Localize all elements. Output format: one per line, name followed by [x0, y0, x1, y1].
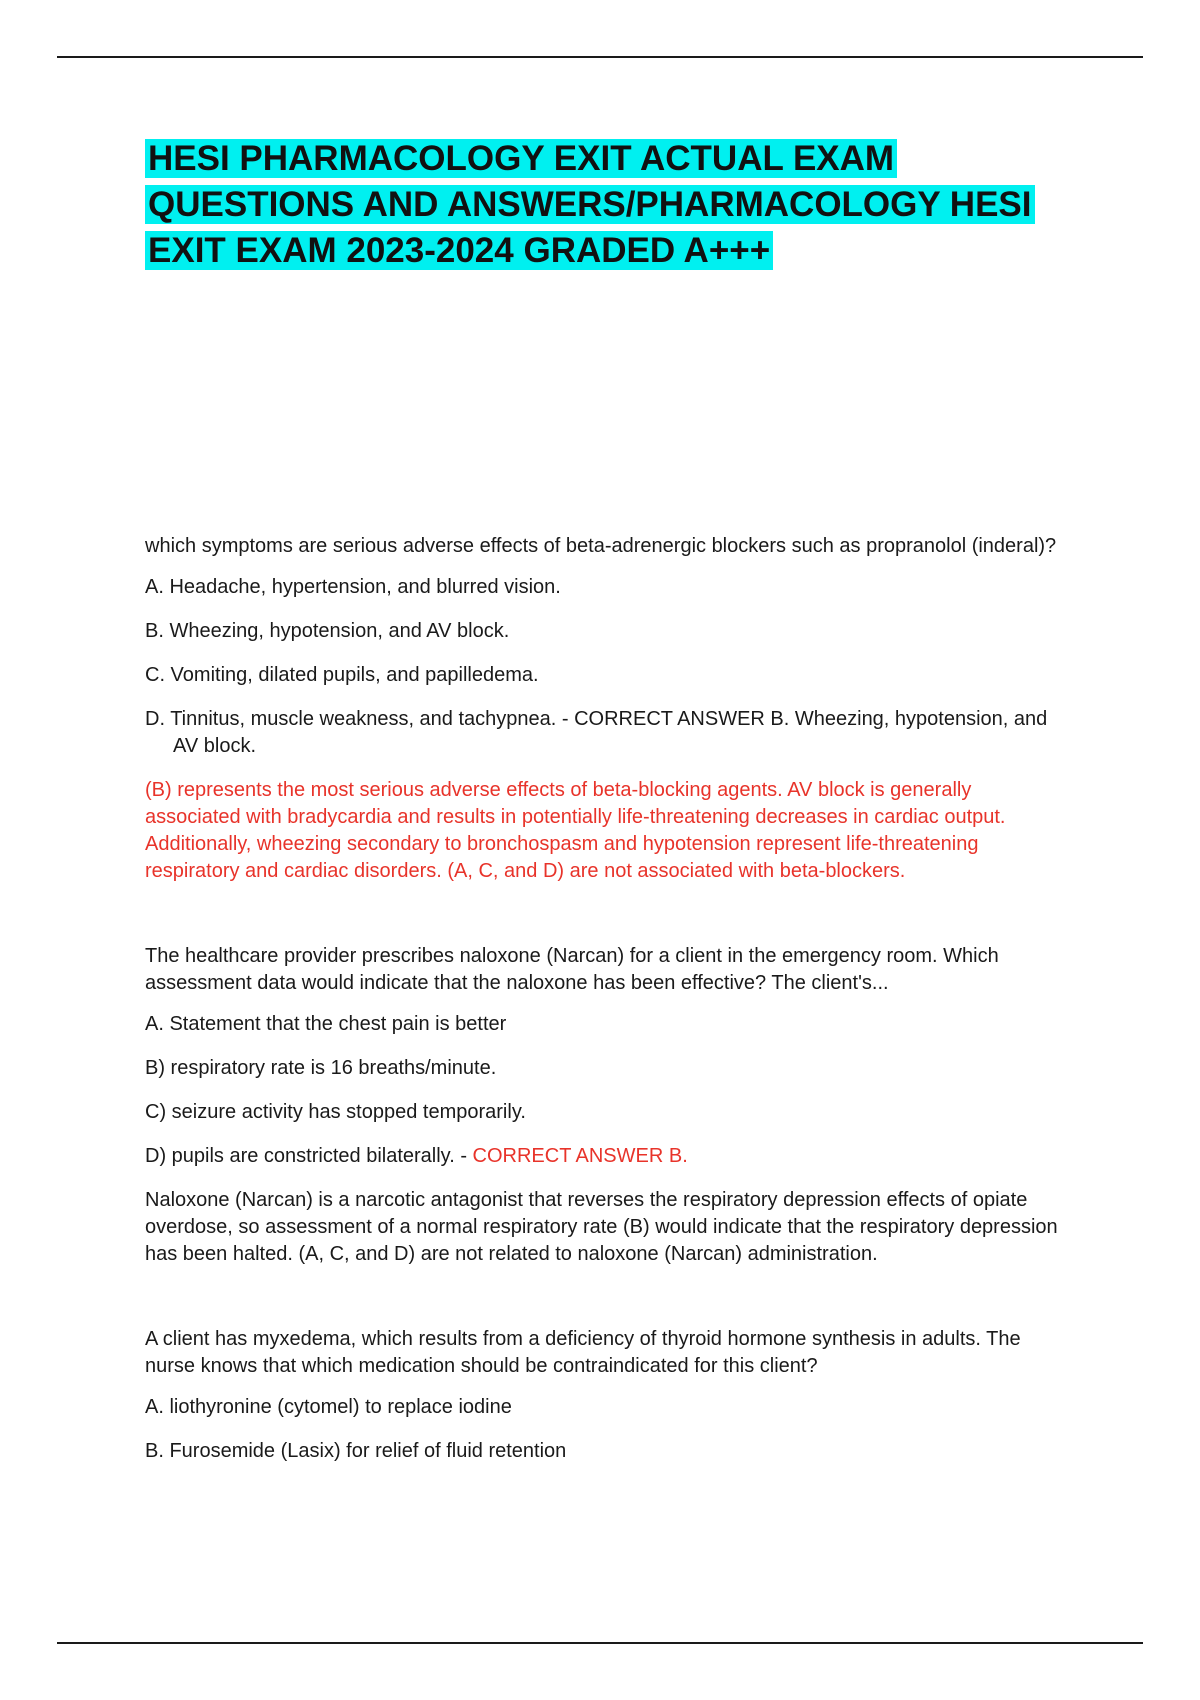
question-text: which symptoms are serious adverse effects of beta-adrenergic blockers such as propranolol (inderal)?: [145, 535, 1057, 557]
question-block-3: [145, 1326, 1070, 1465]
option-a: A. Statement that the chest pain is better: [145, 1013, 507, 1035]
option-b: B. Furosemide (Lasix) for relief of fluid retention: [145, 1440, 567, 1462]
option-a: A. Headache, hypertension, and blurred vision.: [145, 576, 561, 598]
document-body: [145, 533, 1070, 1482]
question-text: The healthcare provider prescribes naloxone (Narcan) for a client in the emergency room. Which assessment data would indicate that the naloxone has been effective? The client's...: [145, 945, 999, 994]
option-c: C. Vomiting, dilated pupils, and papilledema.: [145, 664, 539, 686]
correct-answer: CORRECT ANSWER B.: [472, 1145, 688, 1167]
option-b: B) respiratory rate is 16 breaths/minute.: [145, 1057, 497, 1079]
question-text: A client has myxedema, which results from a deficiency of thyroid hormone synthesis in adults. The nurse knows that which medication should be contraindicated for this client?: [145, 1328, 1021, 1377]
option-b: B. Wheezing, hypotension, and AV block.: [145, 620, 510, 642]
option-d: [145, 1143, 1070, 1170]
top-rule: [57, 56, 1143, 58]
rationale-text: (B) represents the most serious adverse effects of beta-blocking agents. AV block is generally associated with bradycardia and results in potentially life-threatening decreases in cardiac output. Additionally, wheezing secondary to bronchospasm and hypotension represent life-threatening respiratory and cardiac disorders. (A, C, and D) are not associated with beta-blockers.: [145, 779, 1006, 882]
question-block-2: [145, 943, 1070, 1268]
option-a: A. liothyronine (cytomel) to replace iodine: [145, 1396, 512, 1418]
title-highlight: HESI PHARMACOLOGY EXIT ACTUAL EXAM QUESTIONS AND ANSWERS/PHARMACOLOGY HESI EXIT EXAM 2023-2024 GRADED A+++: [145, 139, 1035, 270]
question-block-1: [145, 533, 1070, 885]
bottom-rule: [57, 1642, 1143, 1644]
option-d-text: D) pupils are constricted bilaterally. -: [145, 1145, 473, 1167]
rationale-text: Naloxone (Narcan) is a narcotic antagonist that reverses the respiratory depression effects of opiate overdose, so assessment of a normal respiratory rate (B) would indicate that the respiratory depression has been halted. (A, C, and D) are not related to naloxone (Narcan) administration.: [145, 1189, 1058, 1265]
option-c: C) seizure activity has stopped temporarily.: [145, 1101, 526, 1123]
document-title: [145, 136, 1075, 274]
option-d-with-answer: D. Tinnitus, muscle weakness, and tachypnea. - CORRECT ANSWER B. Wheezing, hypotension, and AV block.: [145, 708, 1048, 757]
